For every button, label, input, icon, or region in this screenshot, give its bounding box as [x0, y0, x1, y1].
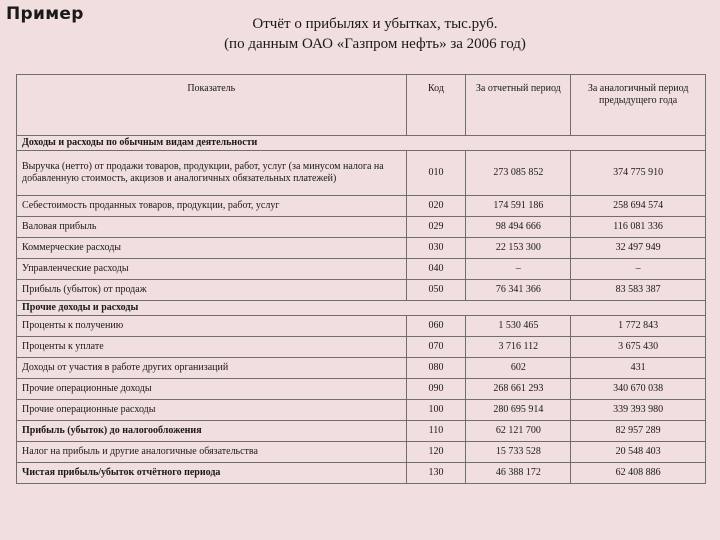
row-code: 100 — [406, 400, 466, 421]
row-label: Проценты к уплате — [17, 337, 407, 358]
row-current: 1 530 465 — [466, 316, 571, 337]
row-current: – — [466, 259, 571, 280]
row-code: 130 — [406, 463, 466, 484]
row-code: 060 — [406, 316, 466, 337]
header-indicator: Показатель — [17, 75, 407, 136]
row-previous: 339 393 980 — [571, 400, 706, 421]
row-label: Валовая прибыль — [17, 217, 407, 238]
table-row — [17, 196, 706, 217]
row-label: Коммерческие расходы — [17, 238, 407, 259]
row-label: Проценты к получению — [17, 316, 407, 337]
section-title: Доходы и расходы по обычным видам деятельности — [17, 136, 706, 151]
row-code: 110 — [406, 421, 466, 442]
row-label: Прочие операционные расходы — [17, 400, 407, 421]
row-code: 070 — [406, 337, 466, 358]
header-previous-period: За аналогичный период предыдущего года — [571, 75, 706, 136]
row-code: 040 — [406, 259, 466, 280]
row-label: Прочие операционные доходы — [17, 379, 407, 400]
row-previous: 1 772 843 — [571, 316, 706, 337]
row-previous: 83 583 387 — [571, 280, 706, 301]
row-current: 62 121 700 — [466, 421, 571, 442]
row-previous: – — [571, 259, 706, 280]
section-title: Прочие доходы и расходы — [17, 301, 706, 316]
row-current: 98 494 666 — [466, 217, 571, 238]
table-row — [17, 463, 706, 484]
row-label: Себестоимость проданных товаров, продукции, работ, услуг — [17, 196, 407, 217]
row-code: 120 — [406, 442, 466, 463]
row-previous: 32 497 949 — [571, 238, 706, 259]
table-row — [17, 151, 706, 196]
row-previous: 116 081 336 — [571, 217, 706, 238]
row-label: Прибыль (убыток) до налогообложения — [17, 421, 407, 442]
row-previous: 82 957 289 — [571, 421, 706, 442]
table-row — [17, 379, 706, 400]
row-label: Прибыль (убыток) от продаж — [17, 280, 407, 301]
row-code: 080 — [406, 358, 466, 379]
row-current: 602 — [466, 358, 571, 379]
report-title-line2: (по данным ОАО «Газпром нефть» за 2006 год) — [224, 36, 526, 52]
row-current: 273 085 852 — [466, 151, 571, 196]
row-previous: 3 675 430 — [571, 337, 706, 358]
row-code: 010 — [406, 151, 466, 196]
table-row — [17, 358, 706, 379]
row-current: 22 153 300 — [466, 238, 571, 259]
row-label: Чистая прибыль/убыток отчётного периода — [17, 463, 407, 484]
row-current: 174 591 186 — [466, 196, 571, 217]
row-current: 46 388 172 — [466, 463, 571, 484]
row-previous: 374 775 910 — [571, 151, 706, 196]
table-row — [17, 280, 706, 301]
header-current-period: За отчетный период — [466, 75, 571, 136]
row-label: Выручка (нетто) от продажи товаров, продукции, работ, услуг (за минусом налога на добавленную стоимость, акцизов и аналогичных обязательных платежей) — [17, 151, 407, 196]
row-current: 3 716 112 — [466, 337, 571, 358]
row-previous: 258 694 574 — [571, 196, 706, 217]
slide-label: Пример — [6, 4, 84, 24]
row-code: 090 — [406, 379, 466, 400]
report-title-line1: Отчёт о прибылях и убытках, тыс.руб. — [252, 16, 498, 32]
table-row — [17, 316, 706, 337]
table-row — [17, 337, 706, 358]
row-label: Доходы от участия в работе других организаций — [17, 358, 407, 379]
row-current: 280 695 914 — [466, 400, 571, 421]
section-row-other — [17, 301, 706, 316]
row-previous: 62 408 886 — [571, 463, 706, 484]
table-row — [17, 421, 706, 442]
row-label: Управленческие расходы — [17, 259, 407, 280]
report-title — [150, 14, 600, 54]
table-row — [17, 442, 706, 463]
income-statement-table — [16, 74, 706, 484]
header-code: Код — [406, 75, 466, 136]
section-row-ordinary — [17, 136, 706, 151]
row-current: 15 733 528 — [466, 442, 571, 463]
row-label: Налог на прибыль и другие аналогичные обязательства — [17, 442, 407, 463]
row-current: 268 661 293 — [466, 379, 571, 400]
row-previous: 20 548 403 — [571, 442, 706, 463]
table-row — [17, 238, 706, 259]
table-header-row — [17, 75, 706, 136]
row-code: 030 — [406, 238, 466, 259]
row-code: 029 — [406, 217, 466, 238]
row-code: 050 — [406, 280, 466, 301]
table-row — [17, 217, 706, 238]
row-previous: 431 — [571, 358, 706, 379]
row-previous: 340 670 038 — [571, 379, 706, 400]
table-row — [17, 259, 706, 280]
row-code: 020 — [406, 196, 466, 217]
row-current: 76 341 366 — [466, 280, 571, 301]
table-row — [17, 400, 706, 421]
